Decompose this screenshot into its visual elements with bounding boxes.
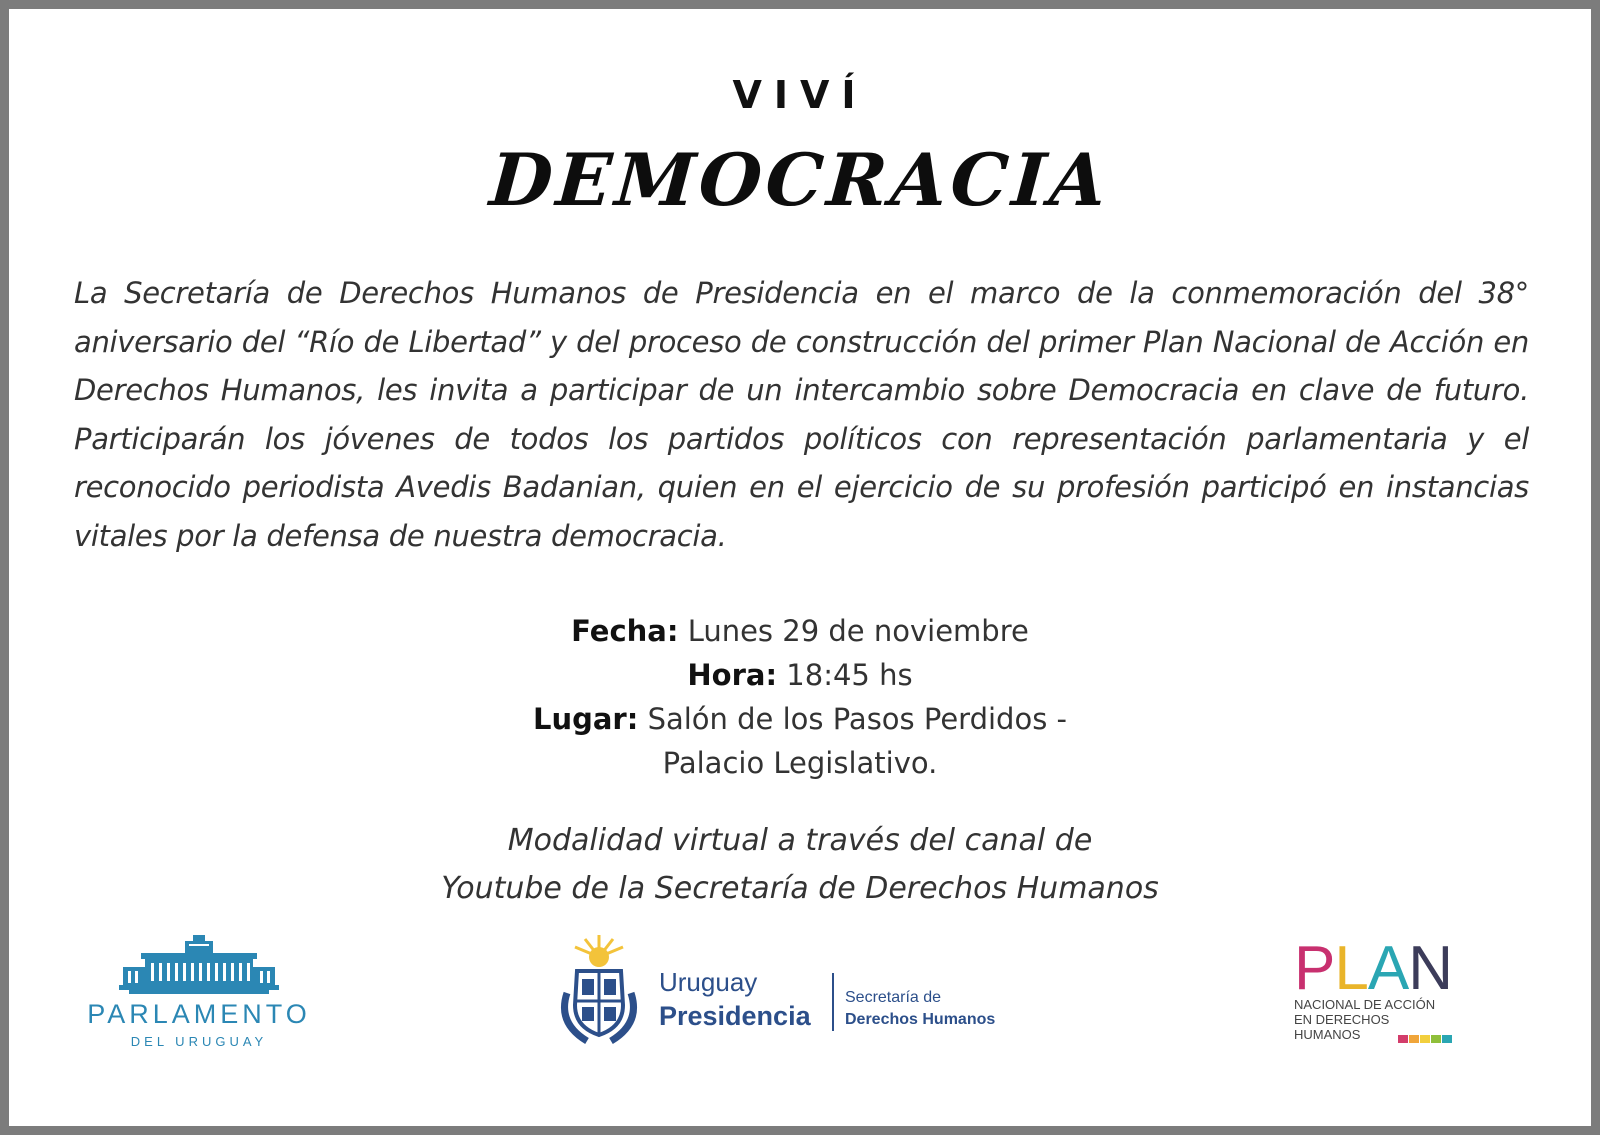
plan-line-1: NACIONAL DE ACCIÓN	[1294, 997, 1436, 1012]
secretaria-line-2: Derechos Humanos	[845, 1011, 996, 1028]
date-value: Lunes 29 de noviembre	[687, 614, 1029, 648]
plan-logo	[1294, 934, 1494, 1061]
plan-dot-2	[1420, 1035, 1430, 1043]
time-label: Hora:	[687, 658, 778, 692]
place-value-2: Palacio Legislativo.	[662, 746, 938, 780]
plan-line-3: HUMANOS	[1294, 1027, 1361, 1042]
virtual-note	[9, 817, 1591, 913]
virtual-line-1: Modalidad virtual a través del canal de	[507, 823, 1093, 858]
plan-word	[1294, 934, 1494, 1003]
date-line	[9, 609, 1591, 653]
coat-of-arms-icon	[549, 933, 649, 1049]
secretaria-line-1: Secretaría de	[845, 989, 942, 1006]
invitation-card	[9, 9, 1591, 1126]
time-line	[9, 653, 1591, 697]
presidencia-office: Presidencia	[659, 1001, 811, 1031]
date-label: Fecha:	[571, 614, 679, 648]
header-kicker: VIVÍ	[732, 73, 868, 117]
plan-letter-n: N	[1408, 934, 1452, 1003]
virtual-line-2: Youtube de la Secretaría de Derechos Humanos	[441, 871, 1159, 906]
intro-paragraph: La Secretaría de Derechos Humanos de Presidencia en el marco de la conmemoración del 38° aniversario del “Río de Libertad” y del proceso de construcción del primer Plan Nacional de Acción en Derechos Humanos, les invita a participar de un intercambio sobre Democracia en clave de futuro. Participarán los jóvenes de todos los partidos políticos con representación parlamentaria y el reconocido periodista Avedis Badanian, quien en el ejercicio de su profesión participó en instancias vitales por la defensa de nuestra democracia.	[74, 276, 1529, 553]
place-line	[9, 697, 1591, 741]
plan-dot-1	[1409, 1035, 1419, 1043]
plan-letter-a: A	[1367, 934, 1409, 1003]
presidencia-country: Uruguay	[659, 967, 758, 997]
place-value-1: Salón de los Pasos Perdidos -	[647, 702, 1067, 736]
plan-letter-l: L	[1334, 934, 1368, 1003]
plan-dot-0	[1398, 1035, 1408, 1043]
place-label: Lugar:	[532, 702, 639, 736]
logo-row	[9, 929, 1591, 1079]
plan-line-2: EN DERECHOS	[1294, 1012, 1390, 1027]
palacio-legislativo-icon	[119, 933, 279, 995]
plan-line-3-wrap	[1294, 1027, 1494, 1042]
plan-color-dots	[1398, 1031, 1453, 1046]
time-value: 18:45 hs	[786, 658, 913, 692]
presidencia-logo	[549, 929, 1029, 1069]
parlamento-logo	[79, 929, 319, 1069]
parlamento-name: PARLAMENTO	[87, 999, 311, 1029]
parlamento-sub: DEL URUGUAY	[130, 1034, 268, 1049]
plan-dot-4	[1442, 1035, 1452, 1043]
event-details	[9, 609, 1591, 785]
plan-letter-p: P	[1294, 934, 1335, 1003]
place-line-2	[9, 741, 1591, 785]
plan-dot-3	[1431, 1035, 1441, 1043]
presidencia-divider	[832, 973, 834, 1031]
header-headline: DEMOCRACIA	[487, 137, 1113, 222]
